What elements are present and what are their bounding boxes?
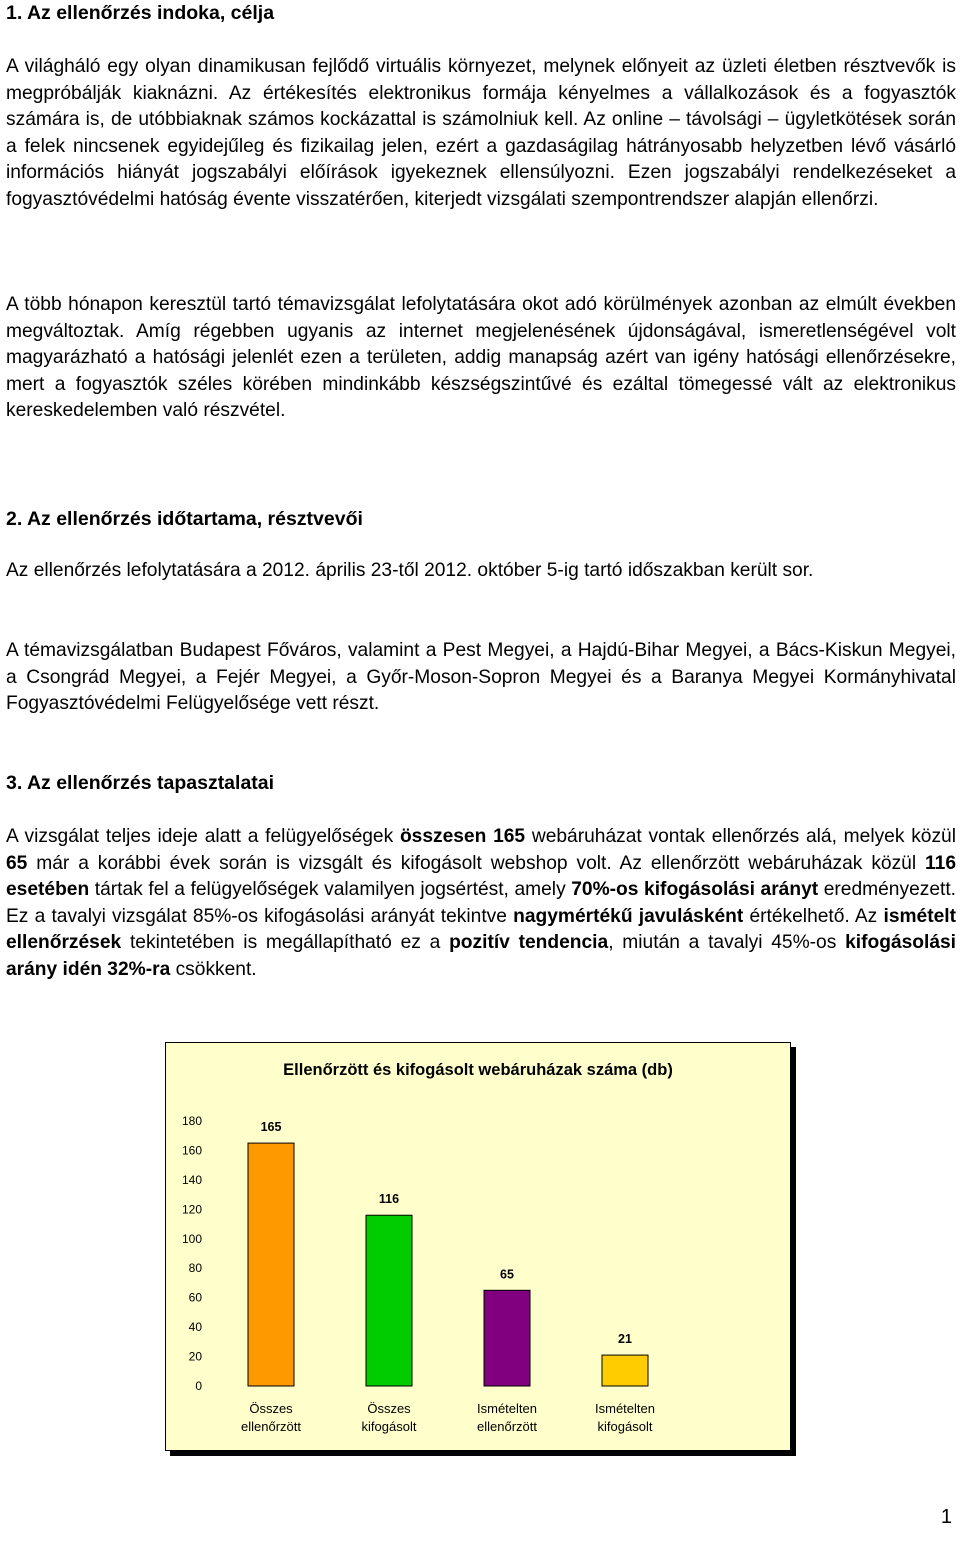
y-tick-label: 140 xyxy=(181,1172,202,1187)
category-label: kifogásolt xyxy=(361,1419,417,1434)
y-tick-label: 160 xyxy=(181,1143,202,1158)
bold-run: kifogásolási arány idén 32%-ra xyxy=(6,932,957,980)
text-run: A vizsgálat teljes ideje alatt a felügyelőségek xyxy=(6,826,400,847)
data-label: 21 xyxy=(618,1332,632,1347)
bold-run: pozitív tendencia xyxy=(449,932,609,953)
y-tick-label: 180 xyxy=(181,1114,202,1128)
y-tick-label: 20 xyxy=(188,1349,202,1364)
page-number: 1 xyxy=(940,1506,952,1528)
y-tick-label: 100 xyxy=(181,1231,202,1246)
paragraph-1: A világháló egy olyan dinamikusan fejlődő virtuális környezet, melynek előnyeit az üzleti életben résztvevők is megpróbálják kiaknázni. Az értékesítés elektronikus formája kényelmes a vállalkozások és a fogyasztók számára is, de utóbbiaknak számos kockázattal is számolniuk kell. Az online – távolsági – ügyletkötések során a felek nincsenek egyidejűleg és fizikailag jelen, ezért a gazdaságilag hátrányosabb helyzetben lévő vásárló információs hiányát jogszabályi előírások igyekeznek ellensúlyozni. Ezen jogszabályi rendelkezéseket a fogyasztóvédelmi hatóság évente visszatérően, kiterjedt vizsgálati szempontrendszer alapján ellenőrzi. xyxy=(6,56,956,210)
category-label: ellenőrzött xyxy=(241,1419,301,1434)
text-run: eredményezett. Ez a tavalyi vizsgálat 85%-os kifogásolási arányát tekintve xyxy=(6,879,956,927)
y-tick-label: 60 xyxy=(188,1290,202,1305)
y-tick-label: 120 xyxy=(181,1202,202,1217)
paragraph-5-findings xyxy=(6,824,956,983)
y-tick-label: 80 xyxy=(188,1261,202,1276)
text-run: értékelhető. Az xyxy=(743,905,884,927)
bar-1 xyxy=(366,1215,412,1386)
bold-run: ismételt ellenőrzések xyxy=(6,905,956,953)
text-run: webáruházat vontak ellenőrzés alá, melyek közül xyxy=(525,826,956,847)
paragraph-3: Az ellenőrzés lefolytatására a 2012. április 23-től 2012. október 5-ig tartó időszakban került sor. xyxy=(6,560,814,581)
bar-0 xyxy=(248,1143,294,1386)
section-heading-2: 2. Az ellenőrzés időtartama, résztvevői xyxy=(6,508,363,530)
text-run: tekintetében is megállapítható ez a xyxy=(121,932,450,953)
bold-run: nagymértékű javulásként xyxy=(513,905,744,927)
category-label: Összes xyxy=(249,1401,293,1416)
section-heading-3: 3. Az ellenőrzés tapasztalatai xyxy=(6,772,275,794)
bar-3 xyxy=(602,1355,648,1386)
bold-run: 70%-os kifogásolási arányt xyxy=(571,879,819,900)
category-label: Ismételten xyxy=(595,1401,655,1416)
bold-run: összesen 165 xyxy=(399,826,526,847)
category-label: ellenőrzött xyxy=(477,1419,537,1434)
chart-webshops xyxy=(165,1042,791,1451)
y-tick-label: 0 xyxy=(195,1379,202,1393)
data-label: 116 xyxy=(378,1192,400,1207)
paragraph-4: A témavizsgálatban Budapest Főváros, valamint a Pest Megyei, a Hajdú-Bihar Megyei, a Bács-Kiskun Megyei, a Csongrád Megyei, a Fejér Megyei, a Győr-Moson-Sopron Megyei és a Baranya Megyei Kormányhivatal Fogyasztóvédelmi Felügyelősége vett részt. xyxy=(6,640,956,714)
chart-title: Ellenőrzött és kifogásolt webáruházak száma (db) xyxy=(283,1061,673,1079)
paragraph-2: A több hónapon keresztül tartó témavizsgálat lefolytatására okot adó körülmények azonban az elmúlt években megváltoztak. Amíg régebben ugyanis az internet megjelenésének újdonságával, ismeretlenségével volt magyarázható a hatósági jelenlét ezen a területen, addig manapság azért van igény hatósági ellenőrzésekre, mert a fogyasztók széles körében mindinkább készségszintűvé és ezáltal tömegessé vált az elektronikus kereskedelemben való részvétel. xyxy=(6,294,956,421)
data-label: 165 xyxy=(260,1120,282,1135)
bold-run: 65 xyxy=(6,852,28,874)
text-run: már a korábbi évek során is vizsgált és kifogásolt webshop volt. Az ellenőrzött webáruházak közül xyxy=(27,852,926,874)
text-run: csökkent. xyxy=(170,958,257,980)
text-run: tártak fel a felügyelőségek valamilyen jogsértést, amely xyxy=(89,879,572,900)
section-heading-1: 1. Az ellenőrzés indoka, célja xyxy=(6,2,275,24)
data-label: 65 xyxy=(500,1267,514,1282)
bold-run: 116 esetében xyxy=(6,852,956,900)
category-label: Ismételten xyxy=(477,1401,537,1416)
category-label: Összes xyxy=(367,1401,411,1416)
text-run: , miután a tavalyi 45%-os xyxy=(608,932,846,953)
bar-2 xyxy=(484,1290,530,1386)
y-tick-label: 40 xyxy=(188,1320,202,1335)
chart-svg xyxy=(166,1043,792,1452)
category-label: kifogásolt xyxy=(597,1419,653,1434)
